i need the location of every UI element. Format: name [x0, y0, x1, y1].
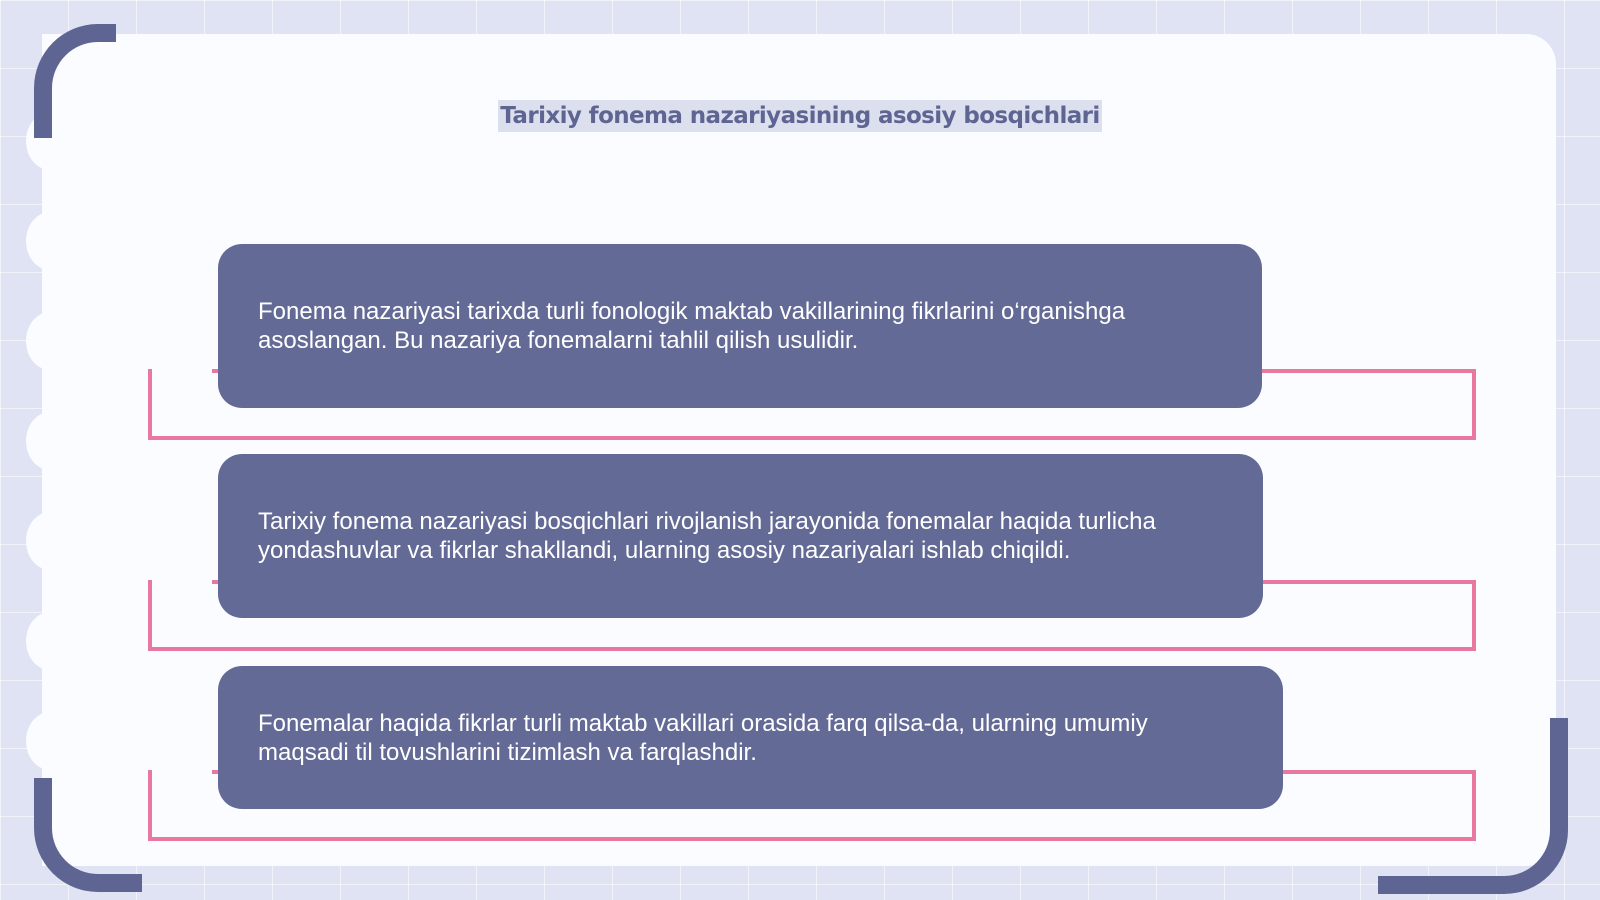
paper-scallop — [26, 412, 74, 470]
point-card-2 — [218, 454, 1263, 618]
frame-gap — [152, 362, 212, 374]
slide-title: Tarixiy fonema nazariyasining asosiy bosqichlari — [498, 100, 1101, 132]
paper-scallop — [26, 712, 74, 770]
point-text-2: Tarixiy fonema nazariyasi bosqichlari rivojlanish jarayonida fonemalar haqida turlicha yondashuvlar va fikrlar shakllandi, ularning asosiy nazariyalari ishlab chiqildi. — [258, 508, 1156, 564]
frame-gap — [152, 573, 212, 585]
paper-scallop — [26, 212, 74, 270]
slide-title-wrapper — [0, 94, 1600, 132]
frame-gap — [152, 763, 212, 775]
corner-bracket-bottom-left — [34, 778, 142, 892]
paper-scallop — [26, 512, 74, 570]
point-text-3: Fonemalar haqida fikrlar turli maktab vakillari orasida farq qilsa-da, ularning umumiy maqsadi til tovushlarini tizimlash va farqlashdir. — [258, 709, 1148, 766]
point-card-3 — [218, 666, 1283, 809]
paper-scallop — [26, 612, 74, 670]
point-text-1: Fonema nazariyasi tarixda turli fonologik maktab vakillarining fikrlarini o‘rganishga asoslangan. Bu nazariya fonemalarni tahlil qilish usulidir. — [258, 298, 1126, 354]
point-card-1 — [218, 244, 1262, 408]
paper-scallop — [26, 312, 74, 370]
